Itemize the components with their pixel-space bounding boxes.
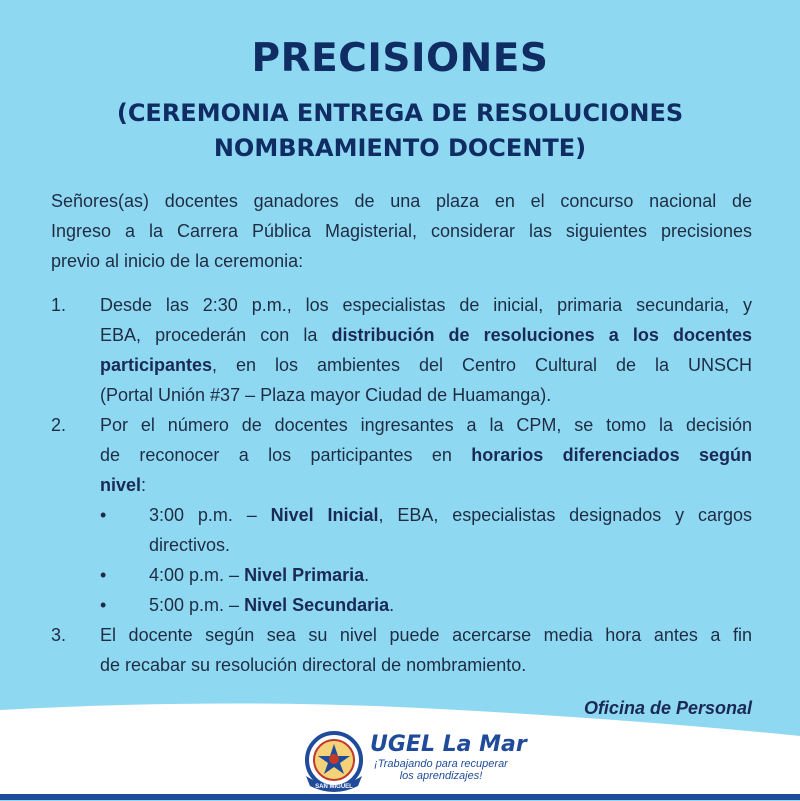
item-line [100,320,752,350]
schedule-list [100,500,752,620]
schedule-item [100,590,752,620]
item-text: , EBA, especialistas designados y cargos [378,505,752,525]
schedule-level: Nivel Primaria [244,565,365,585]
bullet-icon: • [100,595,107,615]
intro-line: Ingreso a la Carrera Pública Magisterial, considerar las siguientes precisiones [51,221,752,241]
item-line [149,560,752,590]
item-number: 2. [51,415,67,435]
ugel-seal-logo [296,728,372,796]
item-line [149,500,752,530]
item-line [100,440,752,470]
bullet-icon: • [100,565,107,585]
page-title: PRECISIONES [251,36,549,81]
page-subtitle [0,96,800,166]
item-text: de reconocer a los participantes en [100,445,472,465]
brand-tagline [366,758,516,782]
item-bold-text: nivel [100,475,142,495]
item-line: Por el número de docentes ingresantes a la CPM, se tomo la decisión [100,415,752,435]
item-line [100,350,752,380]
subtitle-line-2: NOMBRAMIENTO DOCENTE) [213,134,587,162]
signature: Oficina de Personal [583,698,752,718]
item-line: El docente según sea su nivel puede acercarse media hora antes a fin [100,625,752,645]
item-number: 1. [51,295,67,315]
item-text: . [364,565,370,585]
list-item [51,410,752,620]
bullet-icon: • [100,505,107,525]
item-line [149,590,752,620]
schedule-time: 3:00 p.m. – [149,505,271,525]
subtitle-line-1: (CEREMONIA ENTREGA DE RESOLUCIONES [116,99,684,127]
brand-name: UGEL La Mar [370,732,527,757]
item-bold-text: participantes [100,355,213,375]
item-text: , en los ambientes del Centro Cultural de la UNSCH [212,355,752,375]
schedule-item [100,500,752,560]
item-line: (Portal Unión #37 – Plaza mayor Ciudad de Huamanga). [100,385,552,405]
item-line: Desde las 2:30 p.m., los especialistas de inicial, primaria secundaria, y [100,295,752,315]
intro-line: previo al inicio de la ceremonia: [51,251,304,271]
tagline-line: ¡Trabajando para recuperar [374,758,508,770]
schedule-time: 4:00 p.m. – [149,565,245,585]
item-text: : [141,475,147,495]
item-text: . [389,595,395,615]
item-line: directivos. [149,535,231,555]
item-text: EBA, procederán con la [100,325,332,345]
list-item [51,620,752,680]
list-item [51,290,752,410]
intro-paragraph [51,186,752,276]
intro-line: Señores(as) docentes ganadores de una plaza en el concurso nacional de [51,191,752,211]
item-bold-text: distribución de resoluciones a los docentes [331,325,752,345]
schedule-item [100,560,752,590]
seal-text: SAN MIGUEL [315,784,353,790]
item-bold-text: horarios diferenciados según [471,445,753,465]
item-line: de recabar su resolución directoral de nombramiento. [100,655,527,675]
schedule-level: Nivel Secundaria [244,595,390,615]
tagline-line: los aprendizajes! [399,770,483,782]
schedule-level: Nivel Inicial [270,505,379,525]
schedule-time: 5:00 p.m. – [149,595,245,615]
item-number: 3. [51,625,67,645]
precisions-list [51,290,752,680]
seal-icon [296,728,372,796]
item-line [100,470,752,500]
